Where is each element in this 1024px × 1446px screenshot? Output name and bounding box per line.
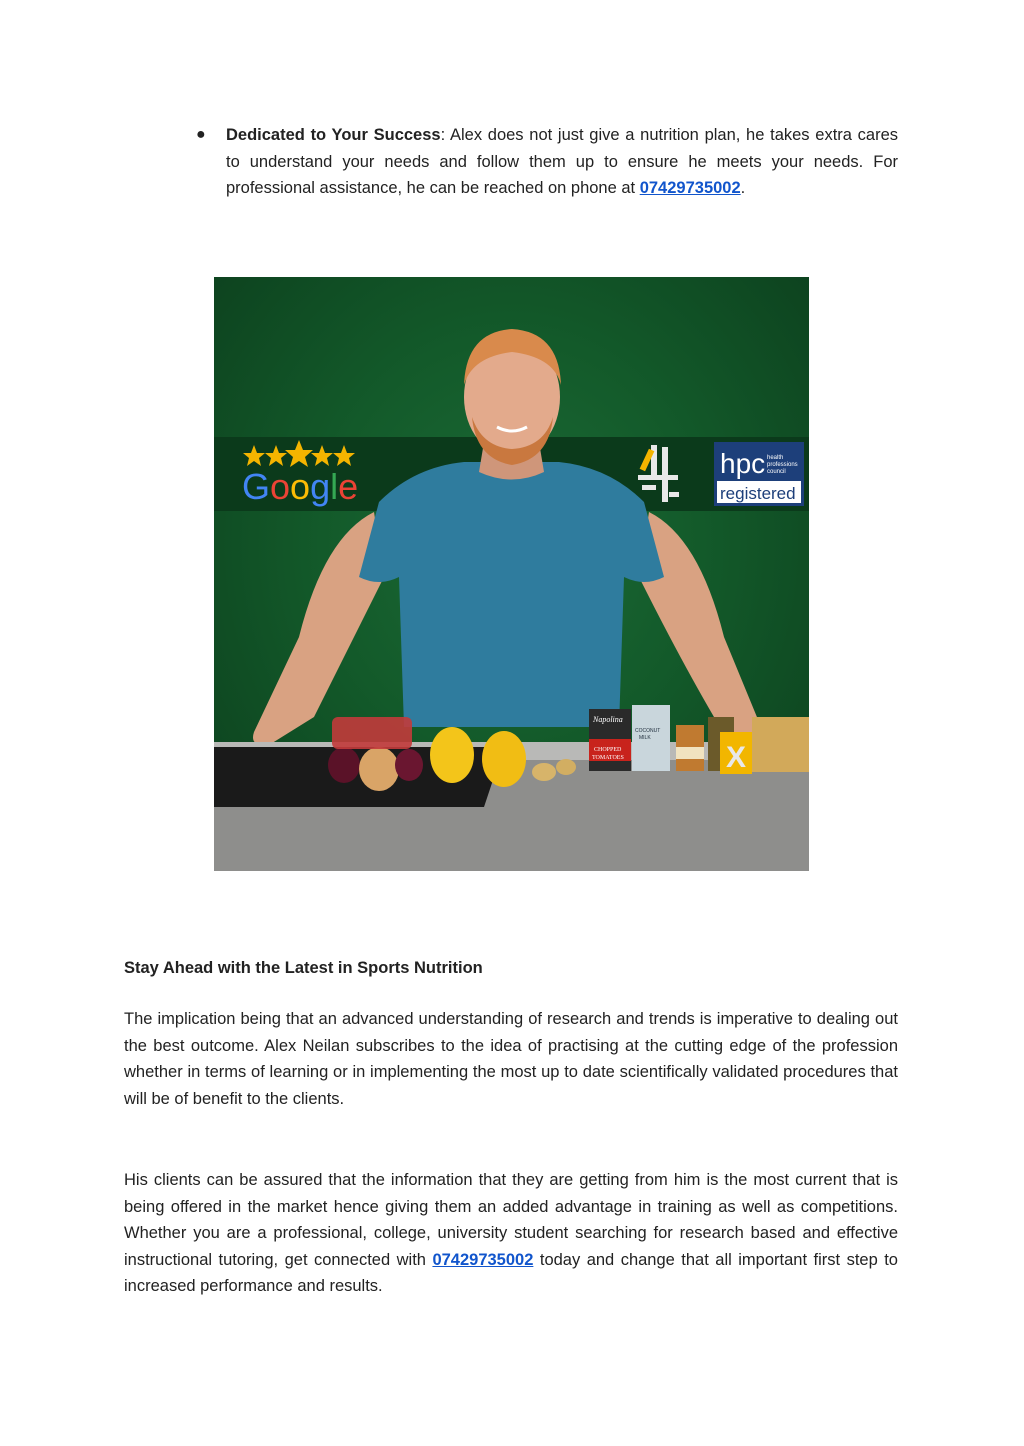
svg-text:council: council [767,469,786,475]
svg-text:registered: registered [720,484,796,503]
profile-photo [214,277,809,871]
bullet-text: : Alex does not just give a nutrition plan, he takes extra cares to understand your needs and follow them up to ensure he meets your needs. For professional assistance, he can be reached on phone at [226,126,899,197]
can1-label-1: CHOPPED [594,747,622,753]
svg-text:hpc: hpc [720,448,766,479]
can1-label-2: TOMATOES [592,755,624,761]
phone-link-2[interactable]: 07429735002 [432,1250,534,1269]
person-figure [253,329,762,747]
photo-illustration [214,277,809,871]
svg-text:X: X [726,741,747,774]
bullet-marker: ● [196,126,206,143]
bullet-paragraph [226,122,898,202]
can1-brand: Napolina [593,715,623,724]
bullet-text-end: . [740,179,746,197]
svg-text:health: health [767,455,784,461]
can2-label-1: COCONUT [635,728,661,734]
paragraph-2 [124,1167,898,1300]
bullet-bold-lead: Dedicated to Your Success [226,126,441,144]
tinned-food-icon [589,705,809,774]
hpc-registered-logo-icon [714,442,804,506]
paragraph-2-text: His clients can be assured that the information that they are getting from him is the most current that is being offered in the market hence giving them an added advantage in training as well as competitions. Whether you are a professional, college, university student searching for research based and effective instructional tutoring, get connected with [124,1171,898,1269]
svg-text:professions: professions [767,462,798,468]
paragraph-2-text-end: today and change that all important first step to increased performance and results. [124,1250,898,1295]
phone-link[interactable]: 07429735002 [639,179,741,197]
google-logo-icon: Google [242,466,359,507]
can2-label-2: MILK [639,735,651,741]
section-heading: Stay Ahead with the Latest in Sports Nutrition [124,959,483,977]
paragraph-1: The implication being that an advanced understanding of research and trends is imperative to dealing out the best outcome. Alex Neilan subscribes to the idea of practising at the cutting edge of the profession whether in terms of learning or in implementing the most up to date scientifically validated procedures that will be of benefit to the clients. [124,1010,898,1108]
